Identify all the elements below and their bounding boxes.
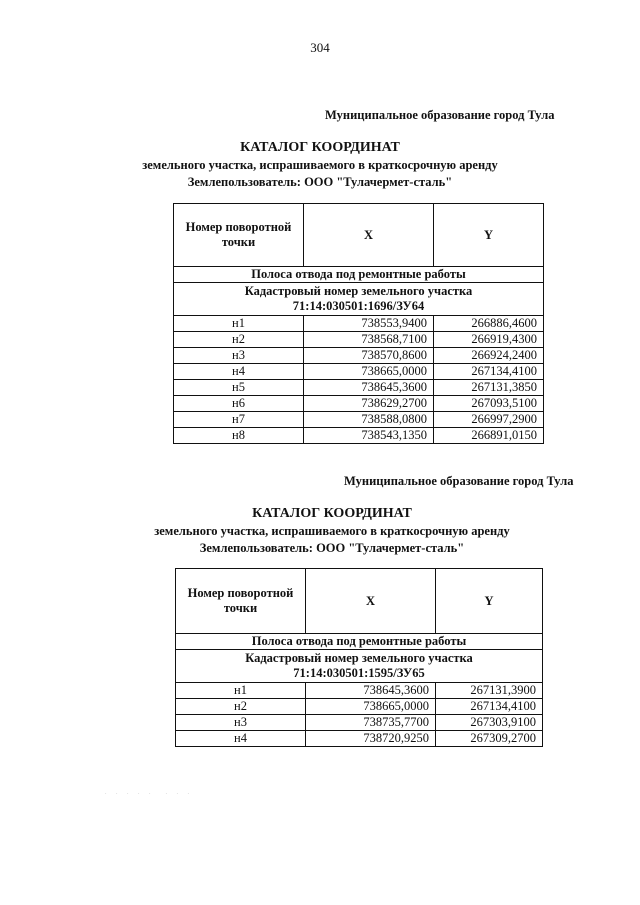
x-coordinate-cell: 738553,9400: [304, 316, 434, 332]
x-coordinate-cell: 738665,0000: [304, 364, 434, 380]
cadastral-cell: [174, 283, 544, 316]
page-number: 304: [310, 40, 330, 55]
point-number-cell: н4: [176, 731, 306, 747]
section-title: Полоса отвода под ремонтные работы: [174, 267, 544, 283]
point-number-cell: н1: [174, 316, 304, 332]
table-row: [174, 380, 544, 396]
section-row: [174, 267, 544, 283]
section-row: [176, 634, 543, 650]
table-row: [174, 316, 544, 332]
point-number-cell: н7: [174, 412, 304, 428]
point-number-cell: н1: [176, 683, 306, 699]
municipality-label-1: Муниципальное образование город Тула: [325, 108, 555, 122]
catalog-title-1: КАТАЛОГ КООРДИНАТ: [240, 140, 400, 155]
land-user-2: Землепользователь: ООО "Тулачермет-сталь": [199, 541, 465, 555]
table-header-row: [176, 569, 543, 634]
table-row: [176, 715, 543, 731]
section-title: Полоса отвода под ремонтные работы: [176, 634, 543, 650]
point-number-cell: н6: [174, 396, 304, 412]
y-coordinate-cell: 266886,4600: [434, 316, 544, 332]
x-coordinate-cell: 738735,7700: [306, 715, 436, 731]
y-coordinate-cell: 267131,3850: [434, 380, 544, 396]
y-coordinate-cell: 267093,5100: [434, 396, 544, 412]
cadastral-number: 71:14:030501:1595/ЗУ65: [293, 666, 425, 680]
table-row: [174, 412, 544, 428]
y-coordinate-cell: 266924,2400: [434, 348, 544, 364]
table-row: [176, 683, 543, 699]
point-number-cell: н4: [174, 364, 304, 380]
y-coordinate-cell: 266891,0150: [434, 428, 544, 444]
cadastral-row: [174, 283, 544, 316]
x-coordinate-cell: 738720,9250: [306, 731, 436, 747]
coordinates-table-1-body: [174, 204, 544, 444]
header-point-number: Номер поворотной точки: [176, 569, 306, 634]
x-coordinate-cell: 738629,2700: [304, 396, 434, 412]
header-point-number: Номер поворотной точки: [174, 204, 304, 267]
table-row: [176, 731, 543, 747]
cadastral-number: 71:14:030501:1696/ЗУ64: [292, 299, 425, 313]
point-number-cell: н8: [174, 428, 304, 444]
cadastral-cell: [176, 650, 543, 683]
y-coordinate-cell: 267303,9100: [436, 715, 543, 731]
header-x: X: [306, 569, 436, 634]
y-coordinate-cell: 267134,4100: [434, 364, 544, 380]
point-number-cell: н3: [176, 715, 306, 731]
point-number-cell: н2: [176, 699, 306, 715]
x-coordinate-cell: 738570,8600: [304, 348, 434, 364]
coordinates-table-1: [173, 203, 544, 444]
coordinates-table-2: [175, 568, 543, 747]
x-coordinate-cell: 738645,3600: [306, 683, 436, 699]
y-coordinate-cell: 266997,2900: [434, 412, 544, 428]
y-coordinate-cell: 266919,4300: [434, 332, 544, 348]
x-coordinate-cell: 738645,3600: [304, 380, 434, 396]
land-user-1: Землепользователь: ООО "Тулачермет-сталь": [187, 175, 453, 189]
header-y: Y: [436, 569, 543, 634]
cadastral-label: Кадастровый номер земельного участка: [244, 284, 473, 298]
y-coordinate-cell: 267309,2700: [436, 731, 543, 747]
catalog-title-2: КАТАЛОГ КООРДИНАТ: [252, 506, 412, 521]
table-header-row: [174, 204, 544, 267]
table-row: [174, 348, 544, 364]
y-coordinate-cell: 267134,4100: [436, 699, 543, 715]
catalog-heading-2: [112, 505, 552, 557]
point-number-cell: н2: [174, 332, 304, 348]
cadastral-label: Кадастровый номер земельного участка: [245, 651, 473, 665]
header-y: Y: [434, 204, 544, 267]
point-number-cell: н3: [174, 348, 304, 364]
table-row: [174, 364, 544, 380]
table-row: [174, 396, 544, 412]
table-row: [174, 428, 544, 444]
point-number-cell: н5: [174, 380, 304, 396]
table-row: [176, 699, 543, 715]
catalog-subtitle-1: земельного участка, испрашиваемого в краткосрочную аренду: [142, 158, 498, 172]
cadastral-row: [176, 650, 543, 683]
coordinates-table-2-body: [176, 569, 543, 747]
municipality-label-2: Муниципальное образование город Тула: [344, 474, 574, 488]
y-coordinate-cell: 267131,3900: [436, 683, 543, 699]
x-coordinate-cell: 738568,7100: [304, 332, 434, 348]
header-x: X: [304, 204, 434, 267]
x-coordinate-cell: 738543,1350: [304, 428, 434, 444]
catalog-subtitle-2: земельного участка, испрашиваемого в краткосрочную аренду: [154, 524, 510, 538]
catalog-heading-1: [100, 139, 540, 191]
x-coordinate-cell: 738665,0000: [306, 699, 436, 715]
x-coordinate-cell: 738588,0800: [304, 412, 434, 428]
table-row: [174, 332, 544, 348]
scan-specks: . . . . . . . .: [105, 790, 193, 796]
